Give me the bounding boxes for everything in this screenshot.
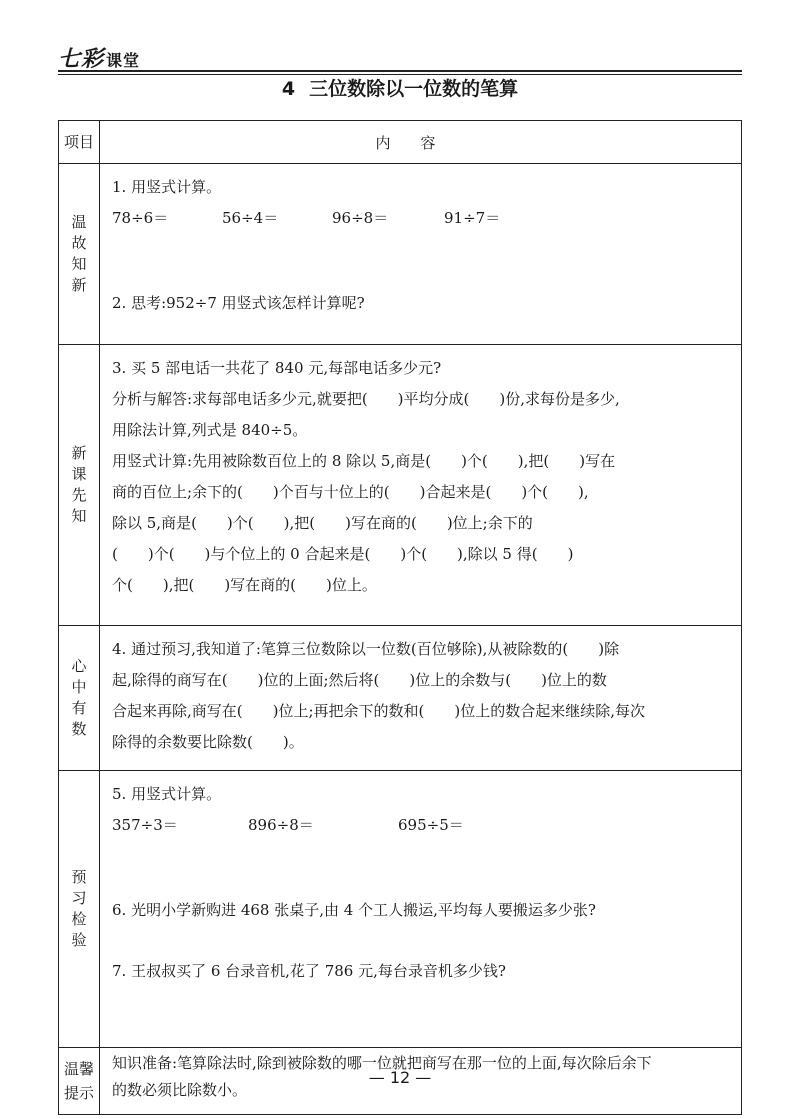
q5-eq-1: 357÷3＝: [112, 816, 178, 834]
col-header-content: [100, 121, 742, 164]
q3-text: 3. 买 5 部电话一共花了 840 元,每部电话多少元?: [112, 359, 442, 377]
section-label-yuxi-text: 预习检验: [71, 868, 87, 949]
q4-line-1: 4. 通过预习,我知道了:笔算三位数除以一位数(百位够除),从被除数的( )除: [112, 640, 620, 658]
tips-line-1: 知识准备:笔算除法时,除到被除数的哪一位就把商写在那一位的上面,每次除后余下: [112, 1054, 652, 1072]
q5-eq-3: 695÷5＝: [398, 816, 464, 834]
q3-steps-3: 除以 5,商是( )个( ),把( )写在商的( )位上;余下的: [112, 514, 533, 532]
col-header-item: [59, 121, 100, 164]
tips-line-2: 的数必须比除数小。: [112, 1081, 248, 1099]
q3-steps-5: 个( ),把( )写在商的( )位上。: [112, 576, 377, 594]
q3-steps-4: ( )个( )与个位上的 0 合起来是( )个( ),除以 5 得( ): [112, 545, 574, 563]
section-content-wengu: [100, 164, 742, 345]
header-rule: [58, 70, 742, 72]
section-content-xinzhong: [100, 626, 742, 771]
col-header-item-text: 项目: [63, 132, 94, 151]
brand-name: 七彩: [58, 47, 105, 72]
q3-analysis-2: 用除法计算,列式是 840÷5。: [112, 421, 308, 439]
brand-sub: 课堂: [106, 51, 141, 70]
lesson-number: 4: [281, 78, 296, 100]
page-title: [0, 74, 800, 101]
section-label-wengu: [59, 164, 100, 345]
q1-eq-3: 96÷8＝: [332, 209, 389, 227]
lesson-title: 三位数除以一位数的笔算: [309, 78, 519, 100]
q4-line-3: 合起来再除,商写在( )位上;再把余下的数和( )位上的数合起来继续除,每次: [112, 702, 646, 720]
q1-title: 1. 用竖式计算。: [112, 178, 222, 196]
q5-eq-2: 896÷8＝: [248, 816, 314, 834]
q3-steps-2: 商的百位上;余下的( )个百与十位上的( )合起来是( )个( ),: [112, 483, 589, 501]
section-xinzhong: [59, 626, 742, 771]
section-label-xinke: [59, 345, 100, 626]
section-label-yuxi: [59, 771, 100, 1048]
q1-eq-1: 78÷6＝: [112, 209, 169, 227]
q1-workspace: [112, 234, 731, 288]
section-xinke: [59, 345, 742, 626]
q7-text: 7. 王叔叔买了 6 台录音机,花了 786 元,每台录音机多少钱?: [112, 962, 506, 980]
brand-logo: [58, 42, 140, 73]
q4-line-4: 除得的余数要比除数( )。: [112, 733, 304, 751]
worksheet-table: [58, 120, 742, 1115]
col-header-content-text: 内容: [375, 133, 466, 152]
section-label-xinzhong: [59, 626, 100, 771]
section-wengu: [59, 164, 742, 345]
q5-equations: [112, 810, 731, 841]
tips-label-2: 提示: [63, 1084, 94, 1102]
section-content-yuxi: [100, 771, 742, 1048]
q4-line-2: 起,除得的商写在( )位的上面;然后将( )位上的余数与( )位上的数: [112, 671, 607, 689]
page-number: — 12 —: [368, 1068, 432, 1087]
tips-label-1: 温馨: [63, 1060, 94, 1078]
q3-steps-1: 用竖式计算:先用被除数百位上的 8 除以 5,商是( )个( ),把( )写在: [112, 452, 616, 470]
q6-workspace: [112, 926, 731, 956]
q1-eq-4: 91÷7＝: [444, 209, 501, 227]
section-yuxi: [59, 771, 742, 1048]
q5-workspace: [112, 841, 731, 895]
section-label-wengu-text: 温故知新: [71, 213, 87, 294]
section-content-xinke: [100, 345, 742, 626]
q5-title: 5. 用竖式计算。: [112, 785, 222, 803]
q2-text: 2. 思考:952÷7 用竖式该怎样计算呢?: [112, 294, 365, 312]
q6-text: 6. 光明小学新购进 468 张桌子,由 4 个工人搬运,平均每人要搬运多少张?: [112, 901, 596, 919]
section-label-xinke-text: 新课先知: [71, 444, 87, 525]
q3-analysis-1: 分析与解答:求每部电话多少元,就要把( )平均分成( )份,求每份是多少,: [112, 390, 620, 408]
q1-eq-2: 56÷4＝: [222, 209, 279, 227]
section-label-xinzhong-text: 心中有数: [71, 657, 87, 738]
table-header-row: [59, 121, 742, 164]
q1-equations: [112, 203, 731, 234]
